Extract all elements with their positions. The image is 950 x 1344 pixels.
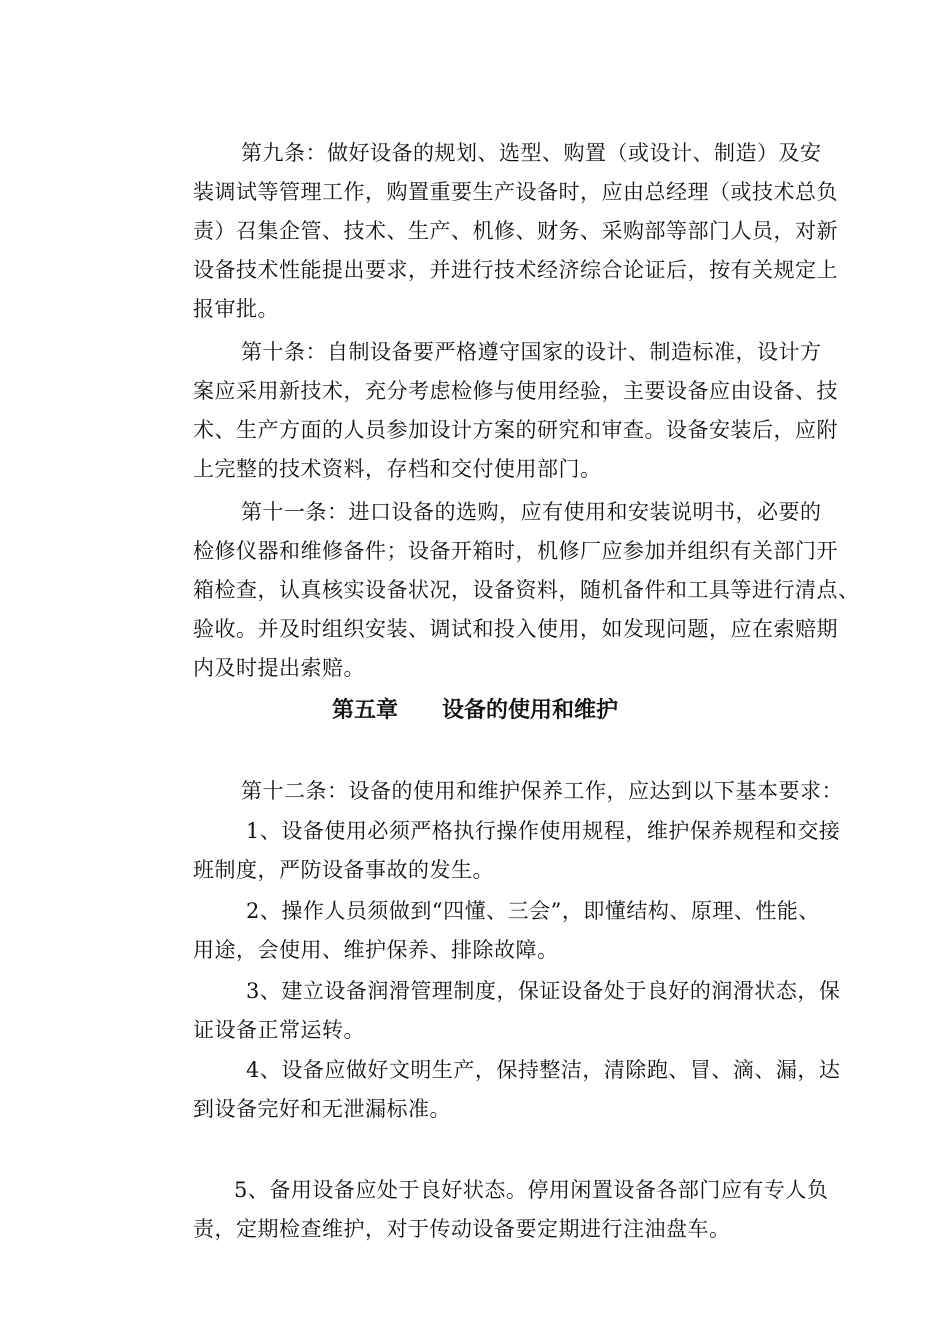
article-9-line-4: 设备技术性能提出要求，并进行技术经济综合论证后，按有关规定上 — [193, 258, 838, 282]
article-12-item-4-line-1: 4、设备应做好文明生产，保持整洁，清除跑、冒、滴、漏，达 — [246, 1058, 841, 1082]
article-10-line-1: 第十条：自制设备要严格遵守国家的设计、制造标准，设计方 — [241, 340, 822, 364]
article-12-item-1-line-1: 1、设备使用必须严格执行操作使用规程，维护保养规程和交接 — [246, 819, 841, 843]
article-10-line-4: 上完整的技术资料，存档和交付使用部门。 — [193, 457, 602, 481]
article-11-line-1: 第十一条：进口设备的选购，应有使用和安装说明书，必要的 — [241, 500, 822, 524]
article-11-line-3: 箱检查，认真核实设备状况，设备资料，随机备件和工具等进行清点、 — [193, 578, 860, 602]
article-11-line-5: 内及时提出索赔。 — [193, 656, 365, 680]
article-10-line-3: 术、生产方面的人员参加设计方案的研究和审查。设备安装后，应附 — [193, 418, 838, 442]
article-10-line-2: 案应采用新技术，充分考虑检修与使用经验，主要设备应由设备、技 — [193, 379, 838, 403]
article-9-line-2: 装调试等管理工作，购置重要生产设备时，应由总经理（或技术总负 — [193, 180, 838, 204]
article-9-line-3: 责）召集企管、技术、生产、机修、财务、采购部等部门人员，对新 — [193, 219, 838, 243]
article-9-line-1: 第九条：做好设备的规划、选型、购置（或设计、制造）及安 — [241, 141, 822, 165]
article-9-line-5: 报审批。 — [193, 297, 279, 321]
article-12-item-1-line-2: 班制度，严防设备事故的发生。 — [193, 858, 494, 882]
article-12-item-2-line-1: 2、操作人员须做到“四懂、三会”，即懂结构、原理、性能、 — [246, 899, 820, 923]
article-11-line-4: 验收。并及时组织安装、调试和投入使用，如发现问题，应在索赔期 — [193, 617, 838, 641]
article-12-item-4-line-2: 到设备完好和无泄漏标准。 — [193, 1097, 451, 1121]
article-12-item-5-line-2: 责，定期检查维护，对于传动设备要定期进行注油盘车。 — [193, 1217, 731, 1241]
article-12-item-3-line-2: 证设备正常运转。 — [193, 1018, 365, 1042]
article-12-item-5-line-1: 5、备用设备应处于良好状态。停用闲置设备各部门应有专人负 — [234, 1178, 829, 1202]
article-11-line-2: 检修仪器和维修备件；设备开箱时，机修厂应参加并组织有关部门开 — [193, 539, 838, 563]
article-12-item-2-line-2: 用途，会使用、维护保养、排除故障。 — [193, 938, 559, 962]
chapter-heading: 第五章 设备的使用和维护 — [331, 698, 618, 723]
article-12-intro: 第十二条：设备的使用和维护保养工作，应达到以下基本要求： — [241, 779, 843, 803]
article-12-item-3-line-1: 3、建立设备润滑管理制度，保证设备处于良好的润滑状态，保 — [246, 979, 841, 1003]
